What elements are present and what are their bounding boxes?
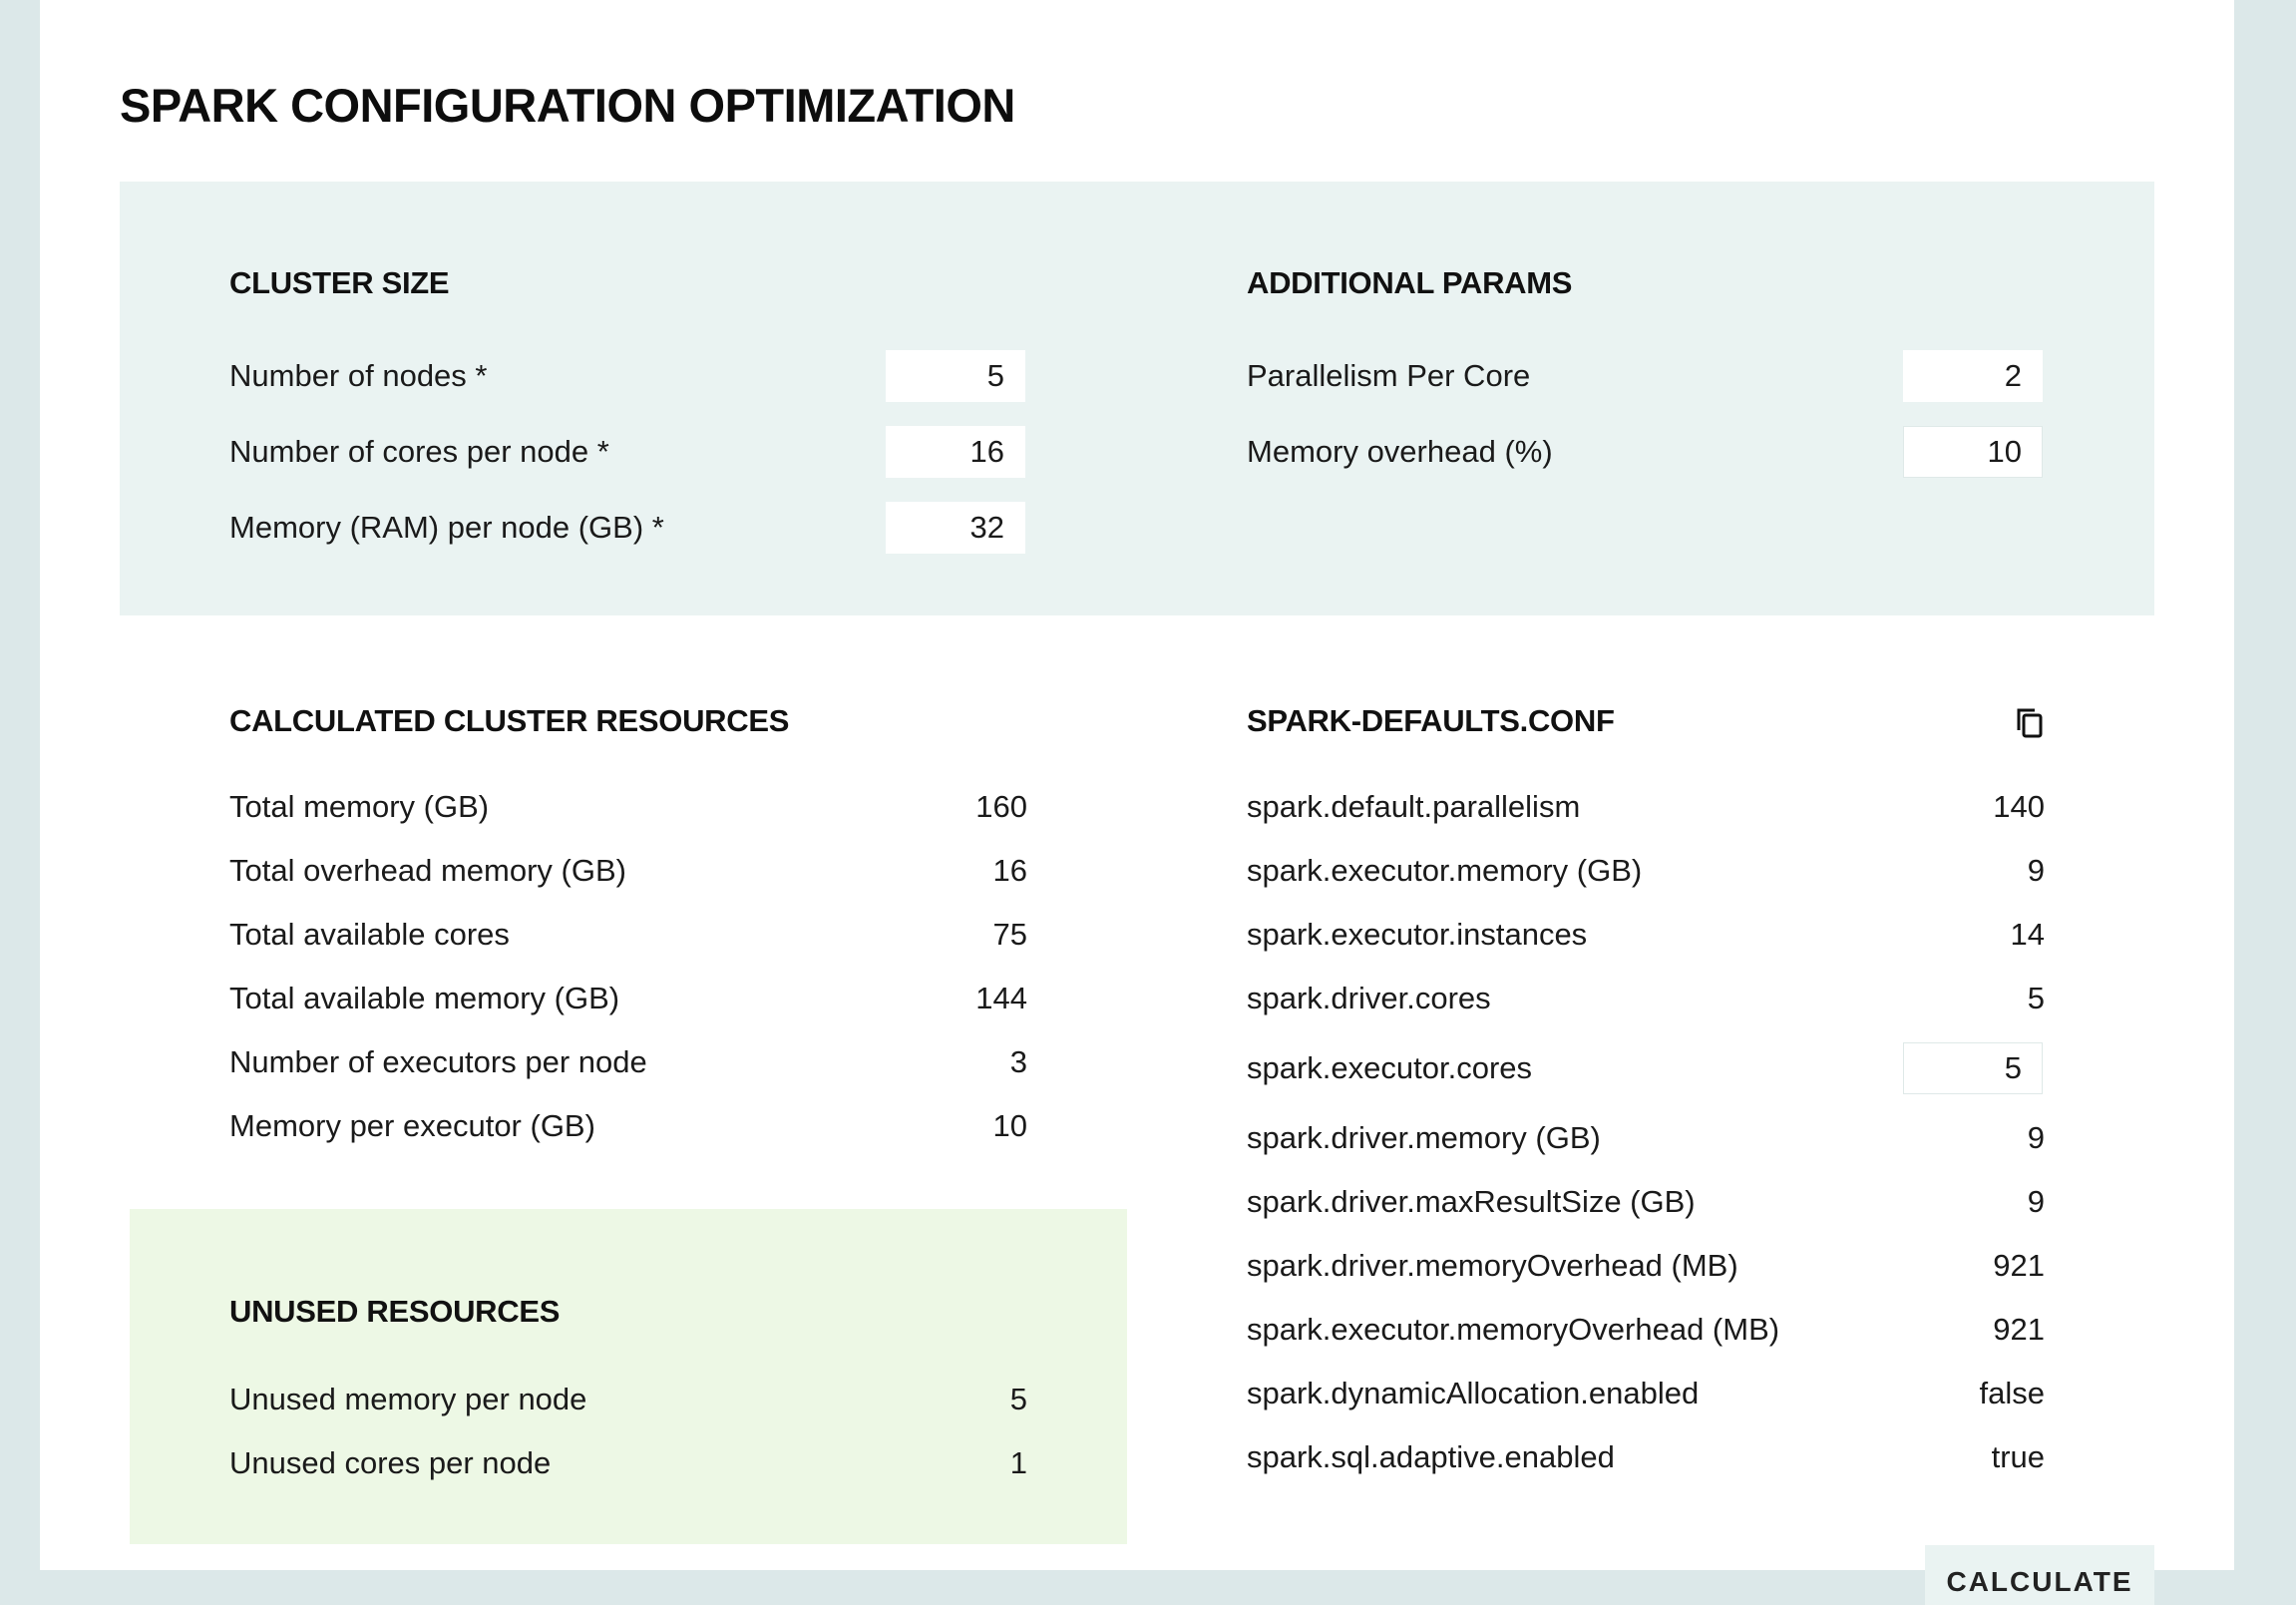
spark-default-parallelism-value: 140 (1993, 789, 2045, 824)
nodes-input[interactable] (886, 350, 1025, 402)
spark-executor-memory-overhead-value: 921 (1993, 1312, 2045, 1347)
spark-default-parallelism-label: spark.default.parallelism (1247, 789, 1581, 824)
memory-overhead-input[interactable] (1903, 426, 2043, 478)
nodes-label: Number of nodes * (229, 358, 488, 393)
spark-driver-memory-overhead-value: 921 (1993, 1248, 2045, 1283)
spark-executor-cores-label: spark.executor.cores (1247, 1050, 1533, 1085)
spark-dynamic-allocation-value: false (1979, 1376, 2045, 1410)
memory-per-node-input[interactable] (886, 502, 1025, 554)
spark-executor-instances-value: 14 (2010, 917, 2045, 952)
total-memory-value: 160 (975, 789, 1027, 824)
spark-sql-adaptive-label: spark.sql.adaptive.enabled (1247, 1439, 1615, 1474)
total-memory-label: Total memory (GB) (229, 789, 490, 824)
spark-defaults-heading: SPARK-DEFAULTS.CONF (1247, 703, 1615, 738)
spark-executor-memory-overhead-label: spark.executor.memoryOverhead (MB) (1247, 1312, 1780, 1347)
unused-cores-label: Unused cores per node (229, 1445, 552, 1480)
spark-executor-memory-value: 9 (2027, 853, 2045, 888)
spark-driver-cores-value: 5 (2027, 981, 2045, 1015)
calculate-button[interactable]: CALCULATE (1925, 1545, 2154, 1605)
parallelism-per-core-label: Parallelism Per Core (1247, 358, 1531, 393)
spark-sql-adaptive-value: true (1991, 1439, 2045, 1474)
total-overhead-memory-label: Total overhead memory (GB) (229, 853, 626, 888)
unused-cores-value: 1 (1009, 1445, 1027, 1480)
spark-driver-cores-label: spark.driver.cores (1247, 981, 1491, 1015)
spark-driver-max-result-size-value: 9 (2027, 1184, 2045, 1219)
total-available-cores-label: Total available cores (229, 917, 510, 952)
additional-params-heading: ADDITIONAL PARAMS (1247, 265, 1573, 300)
calculated-resources-heading: CALCULATED CLUSTER RESOURCES (229, 703, 790, 738)
spark-driver-memory-overhead-label: spark.driver.memoryOverhead (MB) (1247, 1248, 1738, 1283)
copy-icon[interactable] (2015, 706, 2045, 740)
unused-memory-label: Unused memory per node (229, 1382, 587, 1416)
parallelism-per-core-input[interactable] (1903, 350, 2043, 402)
executors-per-node-value: 3 (1009, 1044, 1027, 1079)
cores-per-node-label: Number of cores per node * (229, 434, 609, 469)
executors-per-node-label: Number of executors per node (229, 1044, 647, 1079)
unused-resources-panel (130, 1209, 1127, 1544)
unused-memory-value: 5 (1009, 1382, 1027, 1416)
page-title: SPARK CONFIGURATION OPTIMIZATION (120, 79, 1015, 132)
unused-resources-heading: UNUSED RESOURCES (229, 1294, 561, 1329)
memory-overhead-label: Memory overhead (%) (1247, 434, 1553, 469)
memory-per-executor-value: 10 (992, 1108, 1027, 1143)
cores-per-node-input[interactable] (886, 426, 1025, 478)
memory-per-executor-label: Memory per executor (GB) (229, 1108, 595, 1143)
spark-dynamic-allocation-label: spark.dynamicAllocation.enabled (1247, 1376, 1700, 1410)
total-overhead-memory-value: 16 (992, 853, 1027, 888)
spark-driver-max-result-size-label: spark.driver.maxResultSize (GB) (1247, 1184, 1696, 1219)
spark-executor-memory-label: spark.executor.memory (GB) (1247, 853, 1643, 888)
cluster-size-heading: CLUSTER SIZE (229, 265, 450, 300)
input-panel (120, 182, 2154, 615)
spark-driver-memory-value: 9 (2027, 1120, 2045, 1155)
memory-per-node-label: Memory (RAM) per node (GB) * (229, 510, 664, 545)
total-available-cores-value: 75 (992, 917, 1027, 952)
total-available-memory-label: Total available memory (GB) (229, 981, 620, 1015)
total-available-memory-value: 144 (975, 981, 1027, 1015)
spark-driver-memory-label: spark.driver.memory (GB) (1247, 1120, 1601, 1155)
spark-executor-instances-label: spark.executor.instances (1247, 917, 1588, 952)
spark-executor-cores-input[interactable] (1903, 1042, 2043, 1094)
